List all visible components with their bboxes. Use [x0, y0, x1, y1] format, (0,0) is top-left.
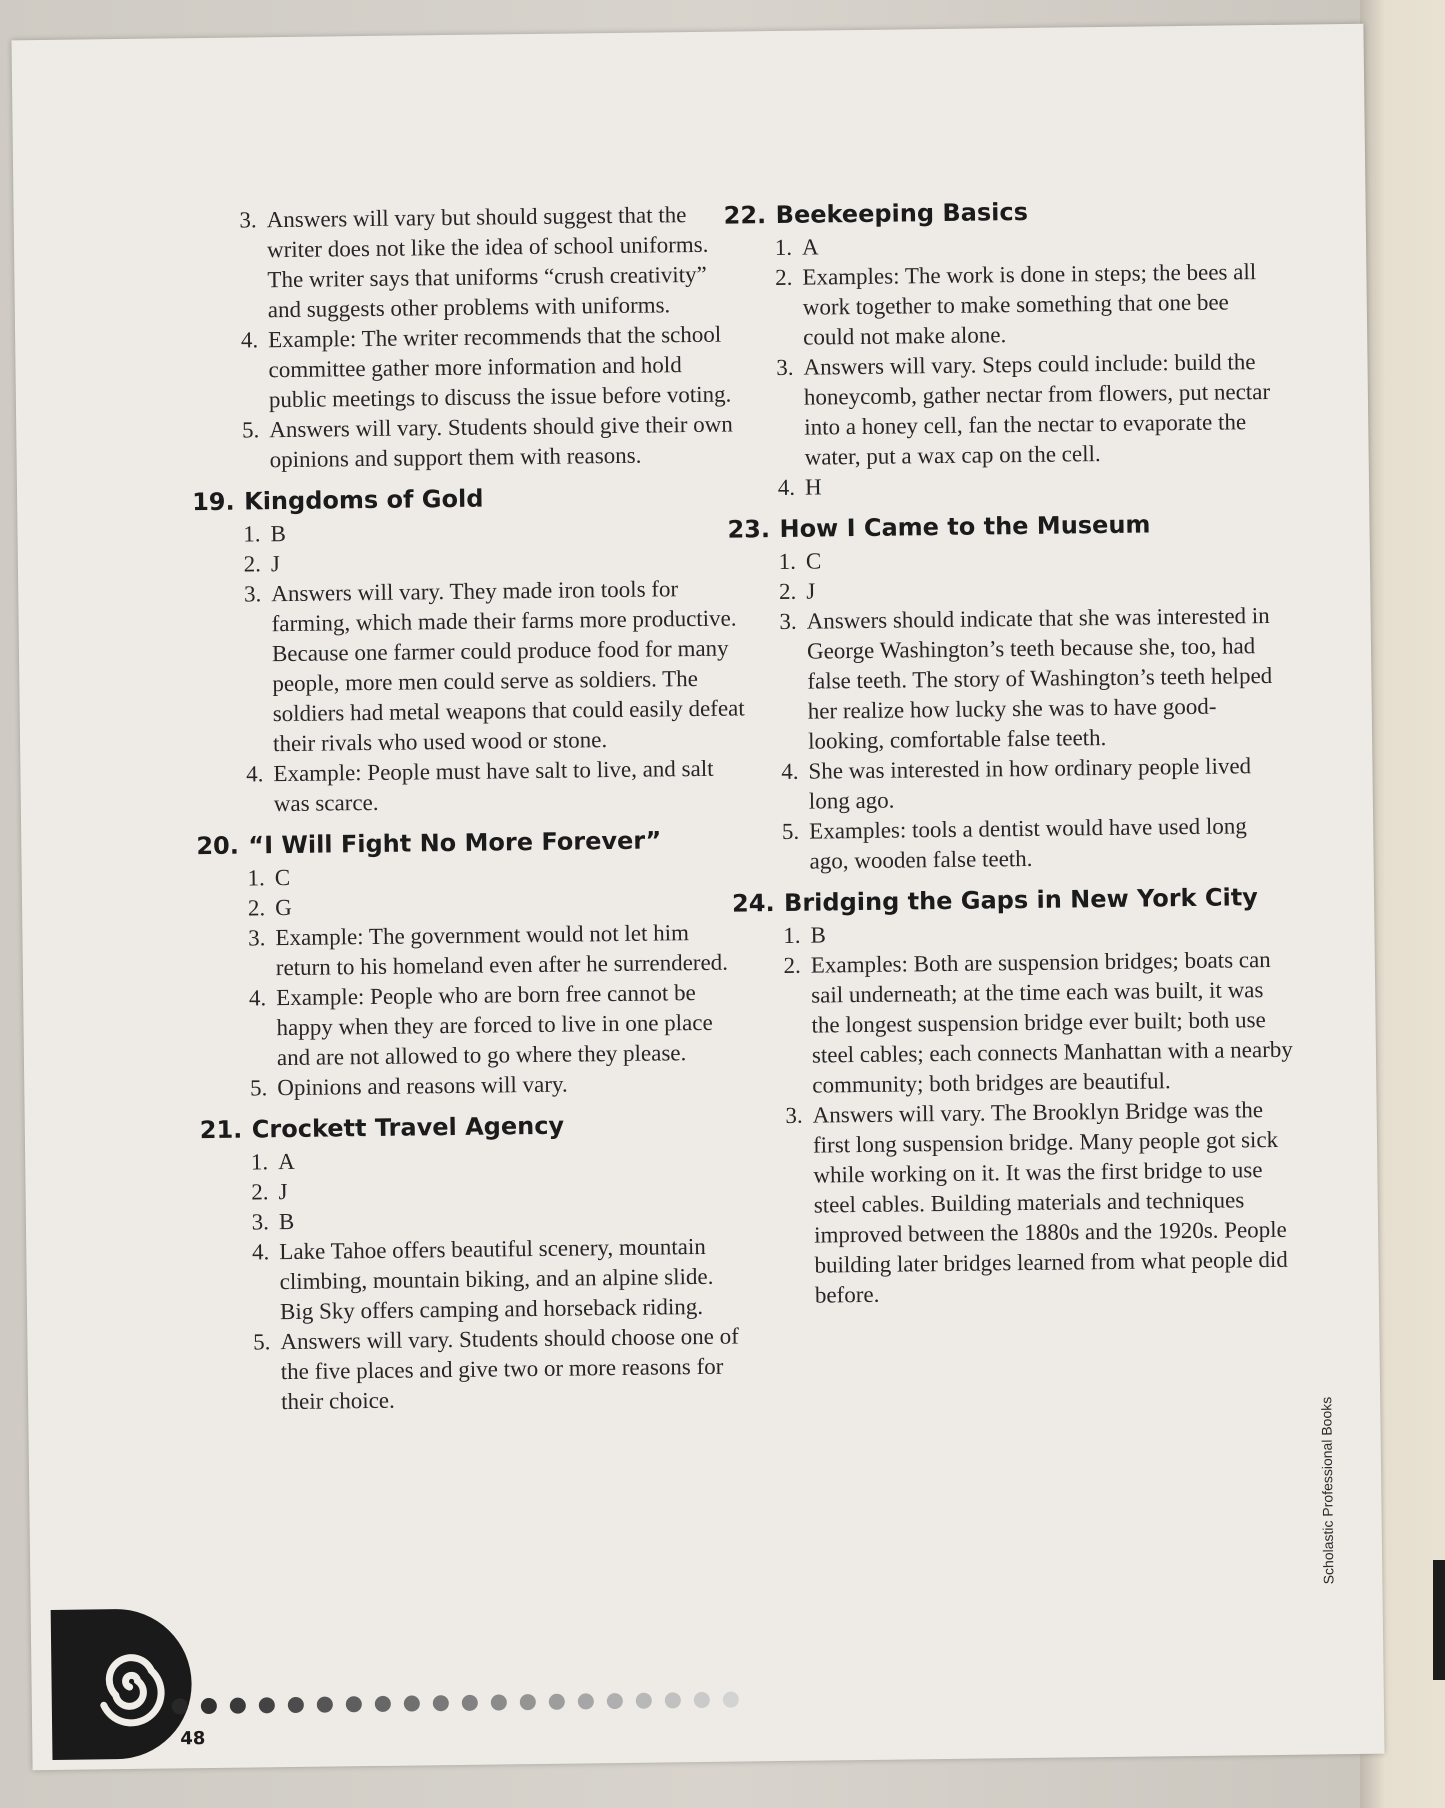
decorative-dot [462, 1695, 478, 1711]
answer-item [764, 1095, 1297, 1311]
section-title-text: Beekeeping Basics [775, 197, 1029, 229]
decorative-dot [665, 1692, 681, 1708]
answer-text: B [810, 922, 826, 948]
answer-item [219, 199, 740, 325]
answer-text: Answers will vary. They made iron tools for farming, which made their farms more productive. Because one farmer could produce food for many people, more men could serve as soldiers. The soldiers had metal weapons that could easily defeat their rivals who used wood or stone. [271, 576, 745, 757]
decorative-dot [317, 1697, 333, 1713]
section-title [724, 195, 1284, 230]
decorative-dot [491, 1694, 507, 1710]
answer-text: A [278, 1148, 295, 1175]
answer-item [754, 257, 1285, 353]
answer-item [231, 1231, 752, 1327]
section-title-text: How I Came to the Museum [779, 510, 1151, 543]
answer-text: Examples: tools a dentist would have used long ago, wooden false teeth. [809, 813, 1247, 874]
answer-number: 4. [251, 1239, 270, 1265]
spiral-icon [51, 1608, 193, 1760]
answer-text: She was interested in how ordinary people lived long ago. [808, 753, 1252, 814]
section-number: 20. [196, 831, 240, 861]
answer-item [229, 1067, 749, 1103]
answer-number: 2. [783, 952, 801, 978]
answer-text: Answers will vary. The Brooklyn Bridge was the first long suspension bridge. Many people got sick while working on it. It was the first bridge to use steel cables. Building materials and techniques improved between the 1880s and the 1920s. People building later bridges learned from what people did before. [812, 1097, 1288, 1308]
answer-text: J [278, 1179, 288, 1205]
answer-number: 3. [251, 1209, 270, 1235]
answer-text: Opinions and reasons will vary. [277, 1071, 568, 1101]
section-title-text: “I Will Fight No More Forever” [248, 826, 662, 860]
decorative-dot [201, 1698, 217, 1714]
answer-item [223, 573, 745, 759]
answer-number: 2. [778, 578, 797, 604]
answer-number: 3. [239, 207, 257, 233]
answer-number: 1. [778, 548, 797, 574]
answer-text: Example: People must have salt to live, and salt was scarce. [273, 755, 714, 817]
answer-text: Answers will vary. Students should give their own opinions and support them with reasons. [269, 411, 733, 473]
decorative-dot [549, 1694, 565, 1710]
answer-text: Examples: Both are suspension bridges; boats can sail underneath; at the time each was built, it was the longest suspension bridge ever built; both use steel cables; each connects Manhattan with a nearby community; both bridges are beautiful. [810, 947, 1293, 1098]
answer-text: Answers will vary but should suggest that the writer does not like the idea of school uniforms. The writer says that uniforms “crush creativity” and suggests other problems with uniforms. [266, 202, 709, 323]
answer-text: J [270, 551, 281, 577]
answer-number: 1. [247, 865, 265, 891]
answer-text: J [806, 578, 816, 604]
decorative-dot [520, 1694, 536, 1710]
section-title-text: Kingdoms of Gold [243, 484, 484, 516]
answer-item [760, 751, 1291, 817]
answer-section [732, 883, 1297, 1312]
answer-number: 2. [775, 264, 793, 291]
answer-text: Example: People who are born free cannot be happy when they are forced to live in one place and are not allowed to go where they please. [276, 980, 713, 1071]
decorative-dot [694, 1692, 710, 1708]
answer-section [200, 1109, 754, 1418]
answer-number: 3. [776, 354, 794, 381]
answer-item [228, 977, 749, 1073]
answer-item [755, 347, 1286, 473]
page-number: 48 [180, 1728, 206, 1750]
answer-text: Example: The writer recommends that the school committee gather more information and hold public meetings to discuss the issue before voting. [268, 321, 732, 413]
publisher-label: Scholastic Professional Books [1318, 1396, 1337, 1585]
answer-item [227, 917, 748, 983]
answer-section [192, 481, 746, 820]
answer-number: 1. [774, 234, 793, 261]
section-title [200, 1109, 750, 1144]
right-column [723, 183, 1297, 1312]
answer-text: H [804, 474, 822, 500]
answer-text: Answers will vary. Students should choose one of the five places and give two or more reasons for their choice. [280, 1323, 739, 1415]
left-column [189, 199, 754, 1418]
answer-item [225, 753, 746, 819]
answer-text: Answers will vary. Steps could include: build the honeycomb, gather nectar from flowers, put nectar into a honey cell, fan the nectar to evaporate the water, put a wax cap on the cell. [803, 349, 1271, 470]
section-number: 22. [723, 201, 767, 230]
decorative-dot [404, 1695, 420, 1711]
page-edge-tab [1433, 1560, 1445, 1680]
decorative-dot [259, 1697, 275, 1713]
section-title-text: Crockett Travel Agency [251, 1111, 565, 1144]
answer-number: 4. [240, 327, 259, 353]
answer-key-page [11, 24, 1384, 1770]
answer-section [189, 199, 742, 476]
answer-number: 5. [241, 417, 260, 443]
answer-text: B [278, 1208, 295, 1235]
answer-number: 1. [250, 1149, 269, 1175]
decorative-dot [375, 1696, 391, 1712]
answer-number: 5. [253, 1329, 271, 1355]
answer-text: Lake Tahoe offers beautiful scenery, mountain climbing, mountain biking, and an alpine slide. Big Sky offers camping and horseback riding. [279, 1233, 714, 1325]
decorative-dot [607, 1693, 623, 1709]
answer-number: 3. [779, 608, 797, 634]
answer-item [763, 945, 1295, 1101]
decorative-dot [288, 1697, 304, 1713]
section-title-text: Bridging the Gaps in New York City [783, 883, 1259, 917]
answer-number: 2. [247, 895, 266, 921]
answer-text: G [274, 894, 292, 921]
section-number: 24. [731, 889, 775, 918]
decorative-dot [723, 1692, 739, 1708]
decorative-dot [230, 1698, 246, 1714]
answer-number: 3. [248, 925, 266, 951]
answer-number: 3. [785, 1102, 803, 1128]
answer-number: 3. [243, 581, 262, 607]
answer-section [727, 509, 1291, 878]
decorative-dot [578, 1693, 594, 1709]
decorative-dot [433, 1695, 449, 1711]
section-title [732, 883, 1292, 918]
answer-number: 4. [248, 985, 267, 1011]
section-title [727, 509, 1287, 544]
spiral-logo [51, 1608, 193, 1760]
decorative-dot-row [172, 1692, 739, 1715]
answer-item [221, 409, 742, 475]
section-title [192, 481, 742, 516]
answer-text: Examples: The work is done in steps; the bees all work together to make something that one bee could not make alone. [802, 259, 1257, 350]
answer-number: 5. [249, 1075, 268, 1101]
answer-number: 2. [243, 551, 262, 577]
answer-number: 4. [781, 758, 799, 784]
answer-text: C [805, 548, 822, 574]
answer-number: 1. [243, 521, 261, 547]
answer-section [724, 195, 1288, 504]
section-number: 21. [199, 1115, 243, 1145]
answer-section [196, 825, 749, 1104]
answer-item [232, 1321, 753, 1417]
answer-text: B [270, 521, 287, 547]
decorative-dot [172, 1698, 188, 1714]
decorative-dot [346, 1696, 362, 1712]
answer-item [758, 601, 1290, 757]
answer-item [757, 467, 1287, 503]
answer-number: 2. [251, 1179, 269, 1205]
answer-number: 1. [783, 922, 801, 948]
answer-number: 5. [781, 818, 800, 844]
section-number: 23. [727, 515, 771, 544]
decorative-dot [636, 1693, 652, 1709]
section-title [196, 825, 746, 860]
answer-number: 4. [246, 761, 264, 787]
answer-text: C [274, 864, 291, 891]
answer-item [220, 319, 741, 415]
answer-text: A [801, 234, 819, 260]
answer-text: Example: The government would not let him return to his homeland even after he surrendered. [275, 920, 729, 981]
answer-item [761, 811, 1292, 877]
section-number: 19. [191, 487, 235, 517]
answer-text: Answers should indicate that she was interested in George Washington’s teeth because she, too, had false teeth. The story of Washington’s teeth helped her realize how lucky she was to have good-looking, comfortable false teeth. [806, 602, 1273, 754]
answer-number: 4. [777, 474, 796, 500]
